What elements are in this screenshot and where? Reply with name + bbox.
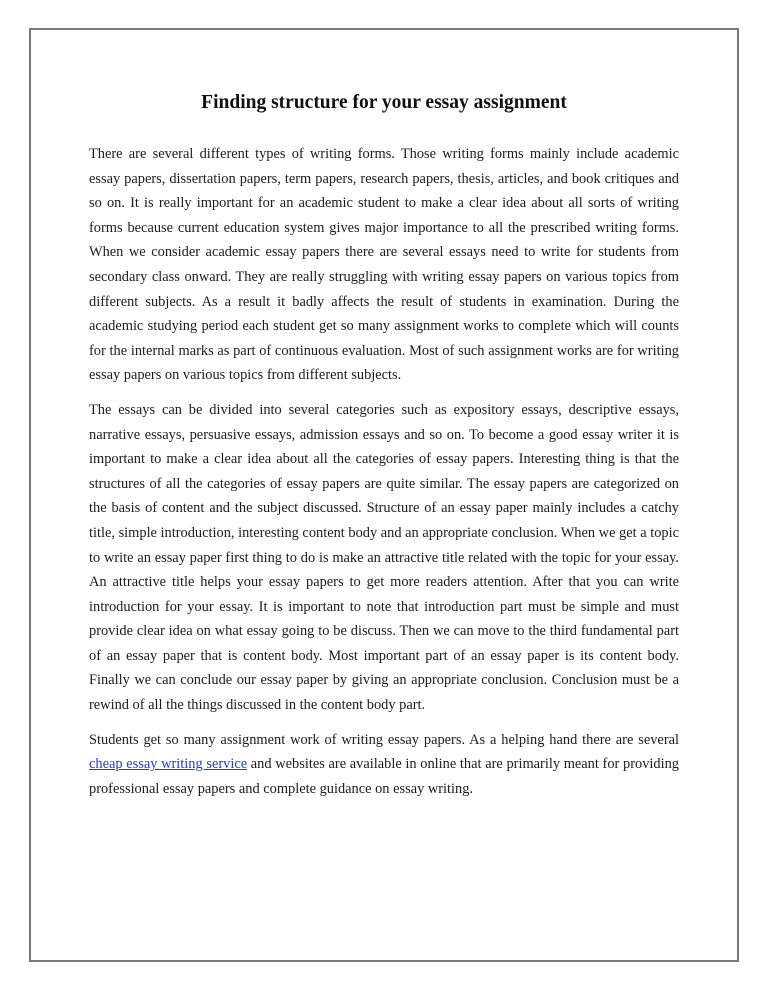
paragraph-3-text-after-link: and websites are available in online that are primarily meant for providing professional essay papers and complete guidance on essay writing. [89, 756, 679, 797]
paragraph-2: The essays can be divided into several categories such as expository essays, descriptive essays, narrative essays, persuasive essays, admission essays and so on. To become a good essay writer it is important to make a clear idea about all the categories of essay papers. Interesting thing is that the structures of all the categories of essay papers are quite similar. The essay papers are categorized on the basis of content and the subject discussed. Structure of an essay paper mainly includes a catchy title, simple introduction, interesting content body and an appropriate conclusion. When we get a topic to write an essay paper first thing to do is make an attractive title related with the topic for your essay. An attractive title helps your essay papers to get more readers attention. After that you can write introduction for your essay. It is important to note that introduction part must be simple and must provide clear idea on what essay going to be discuss. Then we can move to the third fundamental part of an essay paper that is content body. Most important part of an essay paper is its content body. Finally we can conclude our essay paper by giving an appropriate conclusion. Conclusion must be a rewind of all the things discussed in the content body part. [89, 401, 679, 714]
cheap-essay-writing-service-link[interactable]: cheap essay writing service [89, 756, 248, 773]
document-body [89, 142, 679, 811]
paragraph-3-text-before-link: Students get so many assignment work of writing essay papers. As a helping hand there are several [89, 731, 679, 748]
paragraph-3 [89, 728, 679, 802]
document-title: Finding structure for your essay assignment [201, 92, 567, 113]
paragraph-1: There are several different types of writing forms. Those writing forms mainly include academic essay papers, dissertation papers, term papers, research papers, thesis, articles, and book critiques and so on. It is really important for an academic student to make a clear idea about all sorts of writing forms because current education system gives major importance to all the prescribed writing forms. When we consider academic essay papers there are several essays need to write for students from secondary class onward. They are really struggling with writing essay papers on various topics from different subjects. As a result it badly affects the result of students in examination. During the academic studying period each student get so many assignment works to complete which will counts for the internal marks as part of continuous evaluation. Most of such assignment works are for writing essay papers on various topics from different subjects. [89, 146, 679, 384]
